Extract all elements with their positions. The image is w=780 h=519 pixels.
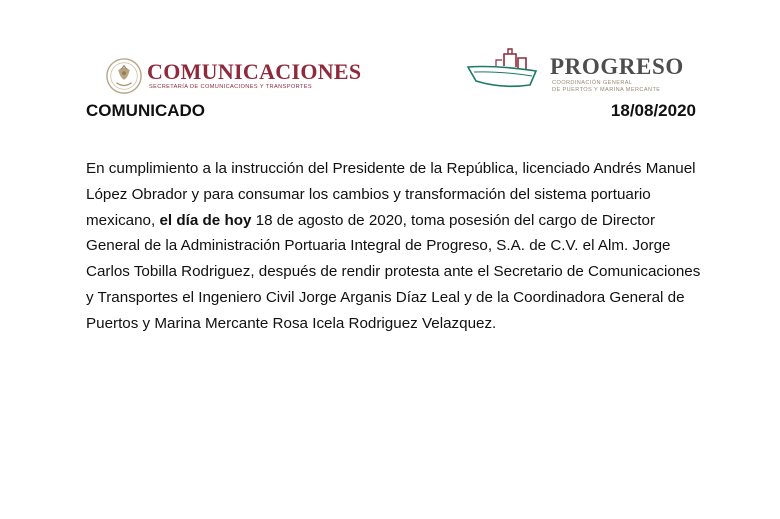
announcement-paragraph [86, 156, 706, 337]
paragraph-part-1: En cumplimiento a la instrucción del Presidente de la República, licenciado Andrés Manuel López Obrador y para consumar los cambios y transformación del sistema portuario mexicano, [86, 160, 696, 229]
document-label: COMUNICADO [86, 101, 205, 120]
progreso-brand-name: PROGRESO [550, 54, 684, 79]
comunicaciones-brand-subtitle: SECRETARÍA DE COMUNICACIONES Y TRANSPORTES [149, 84, 312, 90]
comunicaciones-logo [105, 55, 375, 100]
progreso-brand-subtitle [552, 80, 672, 94]
progreso-subtitle-line-1: COORDINACIÓN GENERAL [552, 80, 633, 86]
coat-of-arms-seal-icon [105, 57, 143, 95]
paragraph-bold-phrase: el día de hoy [159, 211, 252, 229]
paragraph-part-2: 18 de agosto de 2020, toma posesión del cargo de Director General de la Administración Portuaria Integral de Progreso, S.A. de C.V. el Alm. Jorge Carlos Tobilla Rodriguez, después de rendir protesta ante el Secretario de Comunicaciones y Transportes el Ingeniero Civil Jorge Arganis Díaz Leal y de la Coordinadora General de Puertos y Marina Mercante Rosa Icela Rodriguez Velazquez. [86, 211, 701, 332]
progreso-subtitle-line-2: DE PUERTOS Y MARINA MERCANTE [552, 87, 661, 93]
progreso-logo [466, 45, 706, 95]
ship-outline-icon [466, 45, 546, 95]
comunicaciones-brand-name: COMUNICACIONES [147, 59, 362, 84]
document-date: 18/08/2020 [610, 101, 696, 120]
